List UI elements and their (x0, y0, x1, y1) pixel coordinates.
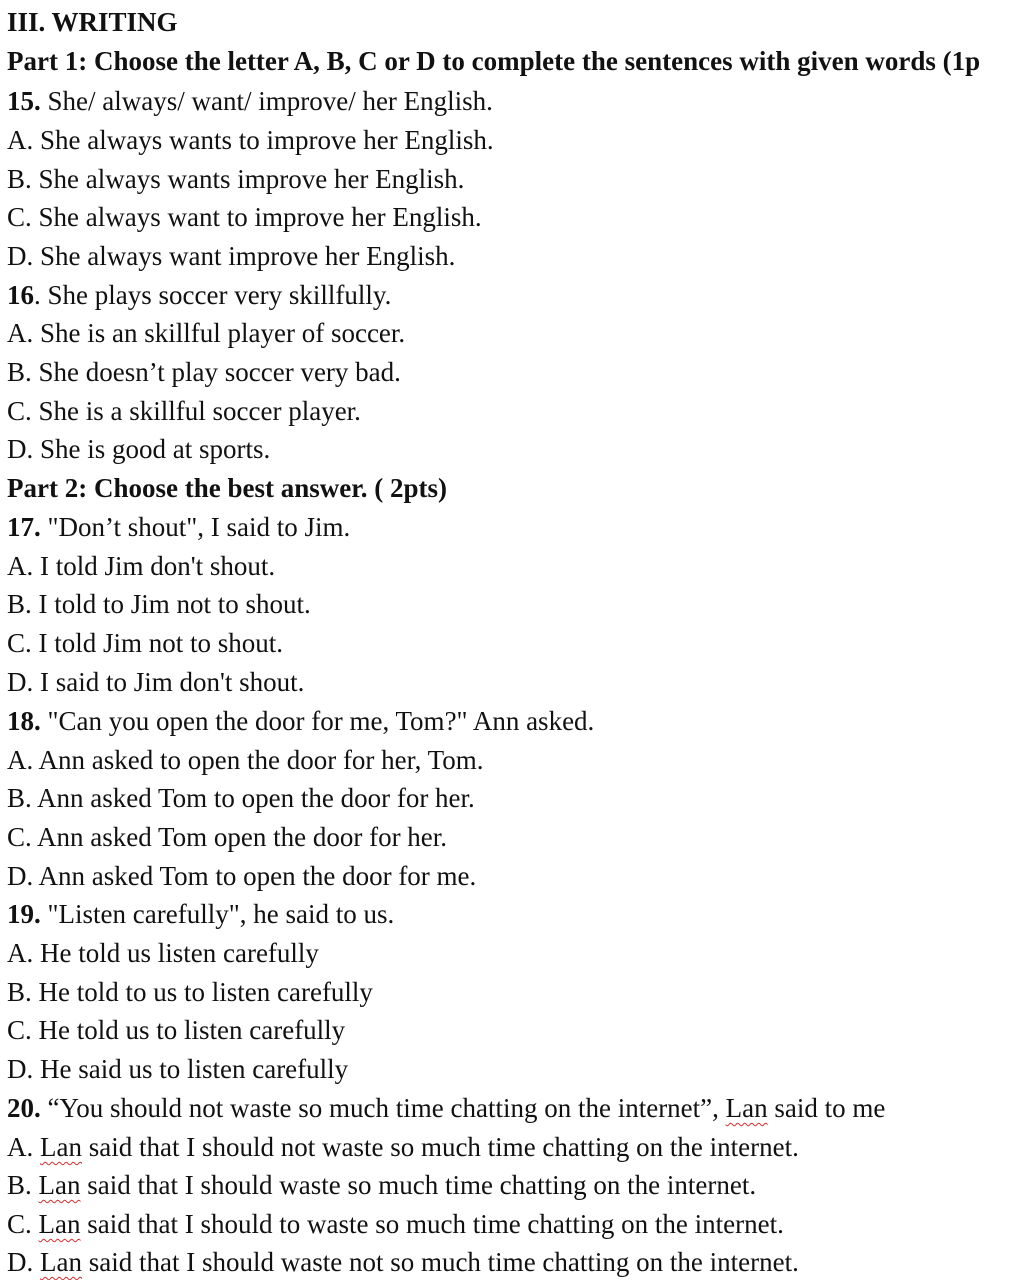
question-19-option-a: A. He told us listen carefully (7, 938, 319, 968)
question-16-prompt (7, 276, 391, 314)
option-text: said that I should waste not so much time chatting on the internet. (81, 1247, 799, 1277)
question-18-text: "Can you open the door for me, Tom?" Ann asked. (40, 706, 595, 736)
question-19-option-d: D. He said us to listen carefully (7, 1054, 349, 1084)
option-name: Lan (40, 1247, 82, 1277)
question-18-option-b: B. Ann asked Tom to open the door for her. (7, 783, 475, 813)
option-name: Lan (38, 1209, 81, 1239)
question-16-option-b: B. She doesn’t play soccer very bad. (7, 357, 401, 387)
option-name: Lan (40, 1132, 82, 1162)
option-letter: B. (7, 1170, 39, 1200)
question-16-number: 16 (7, 280, 34, 310)
question-15-option-c: C. She always want to improve her English. (7, 202, 482, 232)
question-20-option-b (7, 1166, 756, 1204)
question-20-text-before: “You should not waste so much time chatting on the internet”, (40, 1093, 726, 1123)
question-20-text-after: said to me (767, 1093, 886, 1123)
question-16-option-c: C. She is a skillful soccer player. (7, 396, 361, 426)
question-18-prompt (7, 702, 594, 740)
question-19-number: 19. (7, 899, 41, 929)
question-17-number: 17. (7, 512, 41, 542)
question-16-text: . She plays soccer very skillfully. (34, 280, 392, 310)
question-18-option-a: A. Ann asked to open the door for her, Tom. (7, 745, 484, 775)
question-15-text: She/ always/ want/ improve/ her English. (40, 86, 493, 116)
question-17-text: "Don’t shout", I said to Jim. (40, 512, 351, 542)
question-19-prompt (7, 895, 394, 933)
question-18-option-d: D. Ann asked Tom to open the door for me. (7, 861, 477, 891)
question-20-option-c (7, 1205, 784, 1243)
part2-heading: Part 2: Choose the best answer. ( 2pts) (7, 473, 447, 503)
option-text: said that I should waste so much time chatting on the internet. (80, 1170, 757, 1200)
option-letter: C. (7, 1209, 39, 1239)
part1-heading: Part 1: Choose the letter A, B, C or D to complete the sentences with given words (1p (7, 46, 981, 76)
option-name: Lan (38, 1170, 81, 1200)
question-19-text: "Listen carefully", he said to us. (40, 899, 395, 929)
question-15-option-a: A. She always wants to improve her English. (7, 125, 494, 155)
question-15-prompt (7, 82, 493, 120)
question-19-option-c: C. He told us to listen carefully (7, 1015, 346, 1045)
question-20-number: 20. (7, 1093, 41, 1123)
option-text: said that I should to waste so much time chatting on the internet. (80, 1209, 784, 1239)
question-20-prompt (7, 1089, 885, 1127)
question-20-name: Lan (725, 1093, 768, 1123)
question-17-option-c: C. I told Jim not to shout. (7, 628, 284, 658)
question-17-option-d: D. I said to Jim don't shout. (7, 667, 305, 697)
question-20-option-d (7, 1243, 799, 1280)
option-letter: D. (7, 1247, 40, 1277)
question-20-option-a (7, 1128, 799, 1166)
question-16-option-a: A. She is an skillful player of soccer. (7, 318, 406, 348)
option-letter: A. (7, 1132, 40, 1162)
question-19-option-b: B. He told to us to listen carefully (7, 977, 373, 1007)
question-15-number: 15. (7, 86, 41, 116)
question-18-number: 18. (7, 706, 41, 736)
question-17-prompt (7, 508, 350, 546)
question-18-option-c: C. Ann asked Tom open the door for her. (7, 822, 448, 852)
section-title: III. WRITING (7, 7, 178, 37)
question-15-option-d: D. She always want improve her English. (7, 241, 456, 271)
question-17-option-b: B. I told to Jim not to shout. (7, 589, 311, 619)
question-17-option-a: A. I told Jim don't shout. (7, 551, 276, 581)
question-15-option-b: B. She always wants improve her English. (7, 164, 465, 194)
question-16-option-d: D. She is good at sports. (7, 434, 271, 464)
option-text: said that I should not waste so much time chatting on the internet. (81, 1132, 799, 1162)
